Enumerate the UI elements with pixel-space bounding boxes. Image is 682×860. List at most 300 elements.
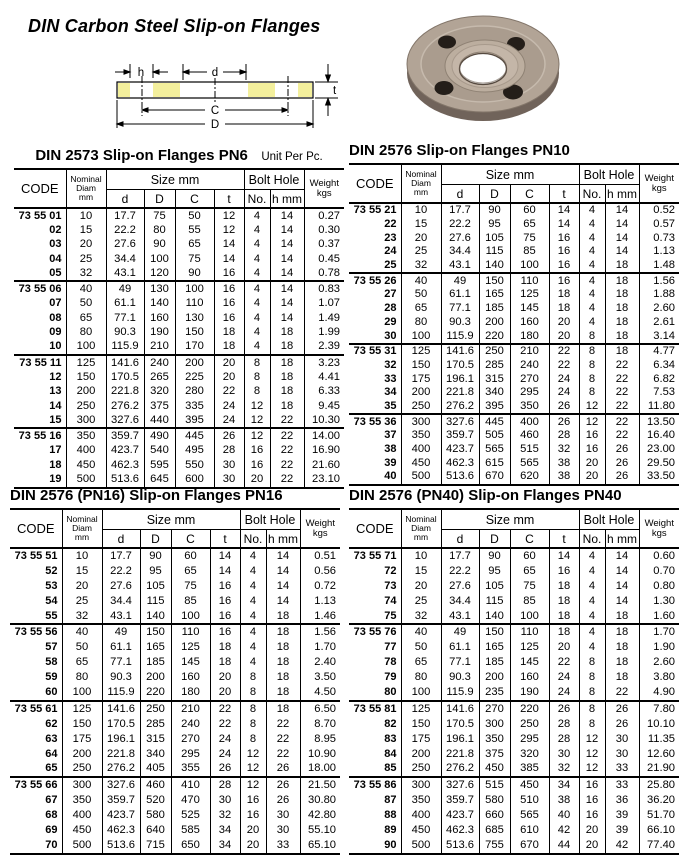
table-cell: 140 [479,609,510,625]
table-cell: 16 [549,245,579,259]
table-cell: 12.60 [639,747,679,762]
table-cell: 4 [244,325,270,339]
table-cell: 8 [579,329,605,344]
table-cell: 565 [510,808,549,823]
table-cell: 280 [175,385,214,399]
table-cell: 450 [66,458,106,472]
table-cell: 3.14 [639,329,679,344]
table-cell: 29.50 [639,456,679,470]
table-cell: 320 [510,747,549,762]
table-cell: 235 [479,685,510,701]
table-cell: 20 [240,838,266,854]
table-cell: 55 [175,223,214,237]
table-cell: 14 [270,238,304,252]
table-cell: 85 [510,245,549,259]
table-cell: 265 [144,370,175,384]
table-cell: 26 [266,761,300,777]
table-cell: 327.6 [102,777,140,793]
table-cell: 105 [479,579,510,594]
table-cell: 450 [62,823,102,838]
table-row [349,761,679,777]
table-cell: 22 [549,655,579,670]
table-cell: 18 [605,624,639,640]
table-cell: 34.4 [106,252,144,266]
table-cell: 200 [140,670,171,685]
table-cell: 160 [510,316,549,330]
code-cell: 90 [384,838,397,851]
table-cell: 17.7 [441,203,479,218]
table-cell: 0.83 [304,281,344,296]
table-cell: 400 [401,443,441,457]
table-cell: 3.23 [304,355,344,370]
table-cell: 8 [244,385,270,399]
table-cell: 513.6 [102,838,140,854]
column-header: Size mm [106,169,244,190]
table-cell: 49 [441,273,479,288]
table-cell: 18 [214,340,244,355]
table-cell: 65 [401,302,441,316]
column-header: Weight kgs [304,169,344,208]
table-cell: 150 [175,325,214,339]
table-cell: 16 [214,311,244,325]
table-cell: 18 [605,259,639,274]
table-cell: 18 [266,701,300,717]
code-cell: 08 [49,311,62,324]
table-cell: 0.45 [304,252,344,266]
table-cell: 33 [605,761,639,777]
table-cell: 24 [210,732,240,747]
table-cell: 150 [62,717,102,732]
table-cell: 525 [171,808,210,823]
table-row [14,208,344,223]
table-row [349,823,679,838]
table-cell: 670 [479,470,510,485]
table-cell: 26 [549,400,579,415]
table-cell: 38 [549,793,579,808]
table-cell: 18 [605,655,639,670]
table-row [10,624,340,640]
table-cell: 276.2 [441,400,479,415]
table-cell: 75 [510,231,549,245]
table-cell: 32 [549,761,579,777]
table-cell: 115 [479,245,510,259]
table-cell: 460 [510,429,549,443]
table-row [10,609,340,625]
code-cell: 09 [49,326,62,339]
table-cell: 8 [579,701,605,717]
table-row [349,259,679,274]
table-cell: 34 [210,838,240,854]
table-cell: 10.90 [300,747,340,762]
table-cell: 18 [270,385,304,399]
table-cell: 50 [62,640,102,655]
highlight-segment [153,83,180,97]
table-cell: 405 [140,761,171,777]
table-cell: 65 [62,655,102,670]
table-cell: 12 [579,400,605,415]
table-row [10,732,340,747]
table-cell: 27.6 [102,579,140,594]
table-section-pn40 [349,486,679,855]
table-cell: 100 [510,259,549,274]
code-cell: 58 [45,656,58,669]
table-cell: 359.7 [106,428,144,443]
table-cell: 28 [549,732,579,747]
column-header: Nominal Diam mm [62,509,102,548]
table-cell: 327.6 [441,777,479,793]
table-cell: 1.70 [300,640,340,655]
table-cell: 22 [605,685,639,701]
column-header: Nominal Diam mm [66,169,106,208]
table-cell: 10 [401,203,441,218]
table-cell: 18 [266,624,300,640]
table-cell: 640 [140,823,171,838]
table-cell: 14 [266,548,300,564]
table-cell: 8 [579,386,605,400]
table-cell: 12 [579,761,605,777]
table-cell: 513.6 [441,838,479,854]
table-cell: 21.90 [639,761,679,777]
code-cell: 73 55 61 [10,701,62,717]
table-cell: 510 [510,793,549,808]
table-cell: 40 [401,624,441,640]
table-cell: 295 [510,732,549,747]
table-cell: 65 [510,218,549,232]
table-cell: 14 [270,252,304,266]
table-cell: 105 [479,231,510,245]
table-cell: 26 [605,717,639,732]
code-cell: 73 55 56 [10,624,62,640]
table-cell: 90.3 [441,316,479,330]
code-cell: 19 [49,472,62,485]
table-cell: 615 [479,456,510,470]
column-header: CODE [14,169,66,208]
table-cell: 60 [510,203,549,218]
table-cell: 210 [171,701,210,717]
table-cell: 1.99 [304,325,344,339]
table-cell: 34.4 [441,594,479,609]
bolt-hole [435,81,454,95]
table-cell: 150 [140,624,171,640]
table-row [10,761,340,777]
table-cell: 80 [144,223,175,237]
column-header: t [214,190,244,209]
column-header: h mm [270,190,304,209]
table-cell: 350 [401,793,441,808]
table-cell: 16 [210,594,240,609]
table-cell: 80 [401,316,441,330]
table-cell: 196.1 [441,732,479,747]
table-row [10,655,340,670]
table-cell: 24 [549,670,579,685]
table-cell: 40 [62,624,102,640]
table-cell: 90.3 [106,325,144,339]
code-cell: 13 [49,385,62,398]
table-cell: 4 [244,238,270,252]
highlight-segment [298,83,312,97]
table-cell: 14 [605,548,639,564]
code-cell: 22 [384,218,397,231]
table-cell: 16 [240,808,266,823]
table-cell: 18 [605,316,639,330]
table-cell: 125 [401,701,441,717]
table-row [349,838,679,854]
flange-photo [388,6,578,130]
dim-label-C: C [210,105,220,117]
table-cell: 34.4 [102,594,140,609]
table-cell: 200 [175,355,214,370]
table-cell: 14 [214,238,244,252]
table-row [10,640,340,655]
table-cell: 359.7 [102,793,140,808]
table-cell: 18 [270,399,304,413]
table-cell: 12 [244,399,270,413]
code-cell: 73 55 16 [14,428,66,443]
table-cell: 12 [214,208,244,223]
table-cell: 22 [266,717,300,732]
table-cell: 4 [244,223,270,237]
table-cell: 221.8 [441,747,479,762]
table-cell: 11.80 [639,400,679,415]
table-cell: 221.8 [102,747,140,762]
table-cell: 18 [605,640,639,655]
table-cell: 16 [579,443,605,457]
table-cell: 170 [175,340,214,355]
table-cell: 460 [140,777,171,793]
table-cell: 16 [579,793,605,808]
table-cell: 16 [214,297,244,311]
table-cell: 196.1 [102,732,140,747]
table-cell: 7.80 [639,701,679,717]
table-cell: 4.90 [639,685,679,701]
table-row [349,564,679,579]
table-cell: 165 [140,640,171,655]
table-cell: 130 [175,311,214,325]
table-cell: 423.7 [106,444,144,458]
table-cell: 50 [401,640,441,655]
table-cell: 450 [479,761,510,777]
table-cell: 25 [66,252,106,266]
column-header: D [144,190,175,209]
code-cell: 78 [384,656,397,669]
table-cell: 4 [244,208,270,223]
table-row [349,640,679,655]
code-cell: 62 [45,717,58,730]
table-cell: 140 [144,297,175,311]
table-cell: 18 [605,273,639,288]
column-header: h mm [605,185,639,204]
code-cell: 73 55 86 [349,777,401,793]
column-header: C [171,530,210,549]
table-row [349,579,679,594]
table-cell: 18 [270,355,304,370]
code-cell: 53 [45,579,58,592]
table-cell: 18 [210,655,240,670]
table-cell: 4 [244,281,270,296]
table-cell: 20 [210,685,240,701]
table-cell: 240 [171,717,210,732]
table-cell: 24 [214,413,244,428]
table-row [349,456,679,470]
column-header: Nominal Diam mm [401,164,441,203]
code-cell: 60 [45,685,58,698]
table-row [14,444,344,458]
table-cell: 12 [579,732,605,747]
table-cell: 85 [510,594,549,609]
code-cell: 18 [49,458,62,471]
table-cell: 9.45 [304,399,344,413]
table-cell: 141.6 [441,344,479,359]
table-cell: 8.70 [300,717,340,732]
table-cell: 150 [479,273,510,288]
table-cell: 8 [240,685,266,701]
table-cell: 95 [140,564,171,579]
table-cell: 350 [66,428,106,443]
table-cell: 0.52 [639,203,679,218]
table-row [14,458,344,472]
code-cell: 37 [384,429,397,442]
table-cell: 21.60 [304,458,344,472]
table-cell: 130 [144,281,175,296]
table-cell: 650 [171,838,210,854]
table-cell: 34.4 [441,245,479,259]
table-cell: 14 [270,208,304,223]
table-cell: 14 [210,548,240,564]
table-cell: 4 [579,259,605,274]
table-cell: 14 [270,281,304,296]
table-cell: 95 [479,564,510,579]
table-cell: 100 [62,685,102,701]
table-cell: 100 [175,281,214,296]
table-cell: 20 [210,670,240,685]
table-cell: 12 [214,223,244,237]
table-cell: 22 [270,428,304,443]
table-cell: 18 [549,624,579,640]
table-cell: 20 [579,470,605,485]
table-cell: 250 [66,399,106,413]
table-cell: 61.1 [106,297,144,311]
column-header: Bolt Hole [244,169,304,190]
table-cell: 14 [210,564,240,579]
table-cell: 300 [401,414,441,429]
table-row [349,609,679,625]
table-row [349,218,679,232]
table-cell: 25 [62,594,102,609]
table-cell: 110 [171,624,210,640]
table-cell: 300 [66,413,106,428]
table-cell: 77.1 [106,311,144,325]
table-cell: 4.77 [639,344,679,359]
table-row [14,266,344,281]
column-header: t [549,530,579,549]
code-cell: 07 [49,297,62,310]
table-cell: 26 [605,701,639,717]
table-row [10,594,340,609]
table-cell: 445 [479,414,510,429]
table-cell: 14 [266,594,300,609]
table-cell: 0.78 [304,266,344,281]
table-cell: 14 [605,579,639,594]
column-header: Bolt Hole [240,509,300,530]
table-cell: 40 [401,273,441,288]
table-cell: 141.6 [102,701,140,717]
table-cell: 1.70 [639,624,679,640]
table-cell: 66.10 [639,823,679,838]
table-cell: 61.1 [102,640,140,655]
table-cell: 22.2 [441,218,479,232]
table-title-row [14,146,344,165]
table-cell: 80 [66,325,106,339]
table-cell: 300 [479,717,510,732]
table-cell: 16 [214,266,244,281]
code-cell: 57 [45,641,58,654]
table-cell: 33.50 [639,470,679,485]
column-header: No. [579,185,605,204]
table-cell: 4 [244,266,270,281]
table-cell: 125 [510,640,549,655]
table-cell: 105 [140,579,171,594]
table-cell: 490 [144,428,175,443]
table-cell: 22 [605,386,639,400]
table-cell: 16.40 [639,429,679,443]
table-cell: 22 [605,359,639,373]
code-cell: 29 [384,315,397,328]
table-cell: 1.48 [639,259,679,274]
table-cell: 240 [144,355,175,370]
table-row [349,329,679,344]
code-cell: 77 [384,641,397,654]
table-cell: 8 [579,344,605,359]
table-cell: 33 [605,777,639,793]
table-row [349,273,679,288]
table-cell: 423.7 [102,808,140,823]
table-cell: 77.1 [441,655,479,670]
table-cell: 8 [244,355,270,370]
table-cell: 4 [579,218,605,232]
table-cell: 175 [401,732,441,747]
table-cell: 4 [579,203,605,218]
table-cell: 40 [549,808,579,823]
table-cell: 23.10 [304,472,344,487]
code-cell: 83 [384,732,397,745]
table-cell: 450 [401,456,441,470]
table-cell: 60 [510,548,549,564]
table-cell: 595 [144,458,175,472]
table-cell: 61.1 [441,288,479,302]
table-cell: 225 [175,370,214,384]
table-cell: 200 [479,670,510,685]
column-header: Weight kgs [300,509,340,548]
code-cell: 52 [45,564,58,577]
table-cell: 4 [240,609,266,625]
table-cell: 14 [270,297,304,311]
table-cell: 22 [549,344,579,359]
table-row [349,793,679,808]
table-row [349,400,679,415]
table-row [10,670,340,685]
table-cell: 22.2 [102,564,140,579]
table-cell: 75 [175,252,214,266]
table-cell: 26 [214,428,244,443]
table-cell: 49 [102,624,140,640]
table-cell: 400 [62,808,102,823]
table-cell: 18 [549,579,579,594]
table-row [10,548,340,564]
table-cell: 18 [270,325,304,339]
code-cell: 73 55 06 [14,281,66,296]
table-cell: 22 [270,472,304,487]
table-cell: 17.7 [441,548,479,564]
